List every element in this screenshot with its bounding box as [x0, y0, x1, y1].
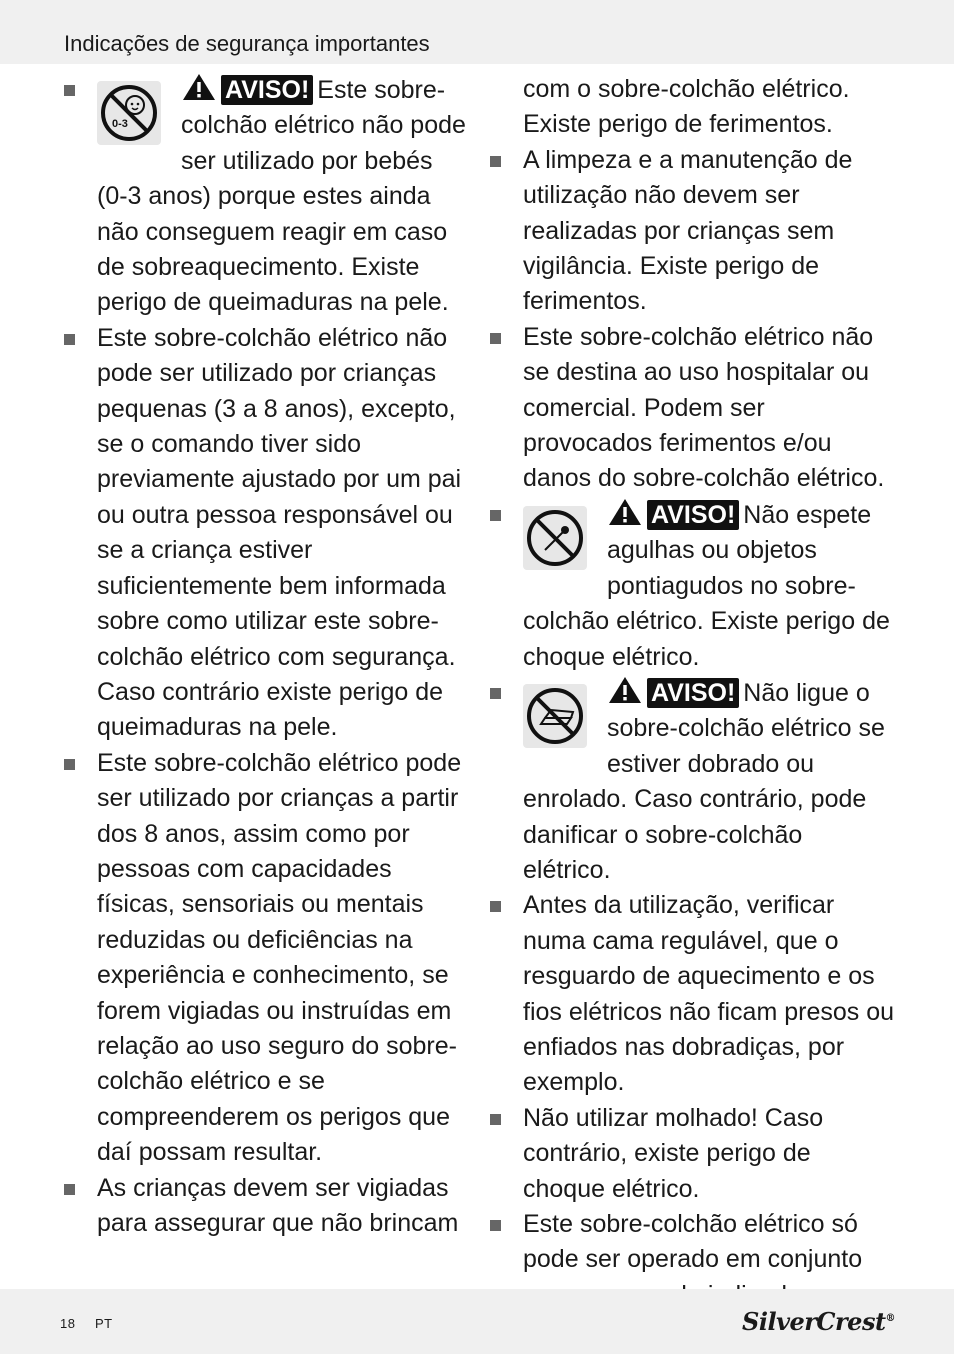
safety-item-wet: [523, 1101, 895, 1207]
section-title: Indicações de segurança importantes: [64, 31, 430, 56]
bullet: [490, 688, 501, 699]
item-text: Este sobre-colchão elétrico não pode ser utilizado por bebés (0-3 anos) porque estes ainda não conseguem reagir em caso de sobreaquecimento. Existe perigo de queimaduras na pele.: [97, 76, 466, 317]
safety-item-needles: [523, 497, 895, 675]
bullet: [64, 85, 75, 96]
no-baby-icon: [97, 81, 161, 145]
bullet: [490, 901, 501, 912]
item-text: Este sobre-colchão elétrico pode ser utilizado por crianças a partir dos 8 anos, assim como por pessoas com capacidades físicas, sensoriais ou mentais reduzidas ou deficiências na experiência e conhecimento, se forem vigiadas ou instruídas em relação ao uso seguro do sobre-colchão elétrico e se compreenderem os perigos que daí possam resultar.: [97, 748, 462, 1167]
brand-logo: SilverCrest®: [742, 1307, 896, 1336]
safety-item-infants: [97, 72, 469, 321]
safety-item-small-children: [97, 321, 469, 746]
no-infants-pictogram: [97, 81, 161, 145]
warning-triangle-icon: [607, 675, 643, 705]
item-text: com o sobre-colchão elétrico. Existe perigo de ferimentos.: [523, 75, 850, 139]
warning-triangle-icon: [181, 72, 217, 102]
safety-item-older-children: [97, 746, 469, 1171]
no-folding-pictogram: [523, 684, 587, 748]
warning-triangle-icon: [607, 497, 643, 527]
bullet: [490, 1220, 501, 1231]
no-fold-icon: [523, 684, 587, 748]
language-code: PT: [95, 1316, 113, 1331]
safety-item-folded: [523, 675, 895, 888]
item-text: A limpeza e a manutenção de utilização não devem ser realizadas por crianças sem vigilância. Existe perigo de ferimentos.: [523, 145, 853, 316]
no-needles-pictogram: [523, 506, 587, 570]
bullet: [490, 510, 501, 521]
page-number: 18: [60, 1316, 76, 1331]
safety-item-adjustable-bed: [523, 888, 895, 1100]
item-text: Este sobre-colchão elétrico não pode ser utilizado por crianças pequenas (3 a 8 anos), excepto, se o comando tiver sido previamente ajustado por um pai ou outra pessoa responsável ou se a criança estiver suficientemente bem informada sobre como utilizar este sobre-colchão elétrico com segurança. Caso contrário existe perigo de queimaduras na pele.: [97, 323, 462, 742]
safety-item-cleaning: [523, 143, 895, 320]
item-text: As crianças devem ser vigiadas para assegurar que não brincam: [97, 1173, 459, 1237]
brand-name: SilverCrest: [742, 1307, 886, 1336]
no-pins-icon: [523, 506, 587, 570]
item-text: Não espete agulhas ou objetos pontiagudos no sobre-colchão elétrico. Existe perigo de choque elétrico.: [523, 500, 890, 671]
safety-item-supervision: [97, 1171, 469, 1242]
aviso-label: AVISO!: [647, 678, 739, 708]
age-label: 0-3: [112, 118, 128, 130]
right-column: [523, 72, 895, 1349]
page-footer: [0, 1289, 954, 1354]
bullet: [64, 1184, 75, 1195]
item-text: Este sobre-colchão elétrico não se destina ao uso hospitalar ou comercial. Podem ser provocados ferimentos e/ou danos do sobre-colchão elétrico.: [523, 322, 885, 493]
bullet: [64, 334, 75, 345]
aviso-label: AVISO!: [221, 75, 313, 105]
item-text: Não ligue o sobre-colchão elétrico se estiver dobrado ou enrolado. Caso contrário, pode danificar o sobre-colchão elétrico.: [523, 678, 885, 884]
aviso-label: AVISO!: [647, 500, 739, 530]
bullet: [490, 333, 501, 344]
safety-item-hospital-use: [523, 320, 895, 497]
page-header: [0, 0, 954, 64]
bullet: [490, 1114, 501, 1125]
item-text: Antes da utilização, verificar numa cama regulável, que o resguardo de aquecimento e os fios elétricos não ficam presos ou enfiados nas dobradiças, por exemplo.: [523, 891, 895, 1097]
item-text: Não utilizar molhado! Caso contrário, existe perigo de choque elétrico.: [523, 1103, 824, 1203]
item-text: Este sobre-colchão elétrico só pode ser operado em conjunto: [523, 1210, 863, 1274]
bullet: [490, 156, 501, 167]
safety-item-supervision-continued: [523, 72, 895, 143]
left-column: [97, 72, 469, 1241]
bullet: [64, 759, 75, 770]
